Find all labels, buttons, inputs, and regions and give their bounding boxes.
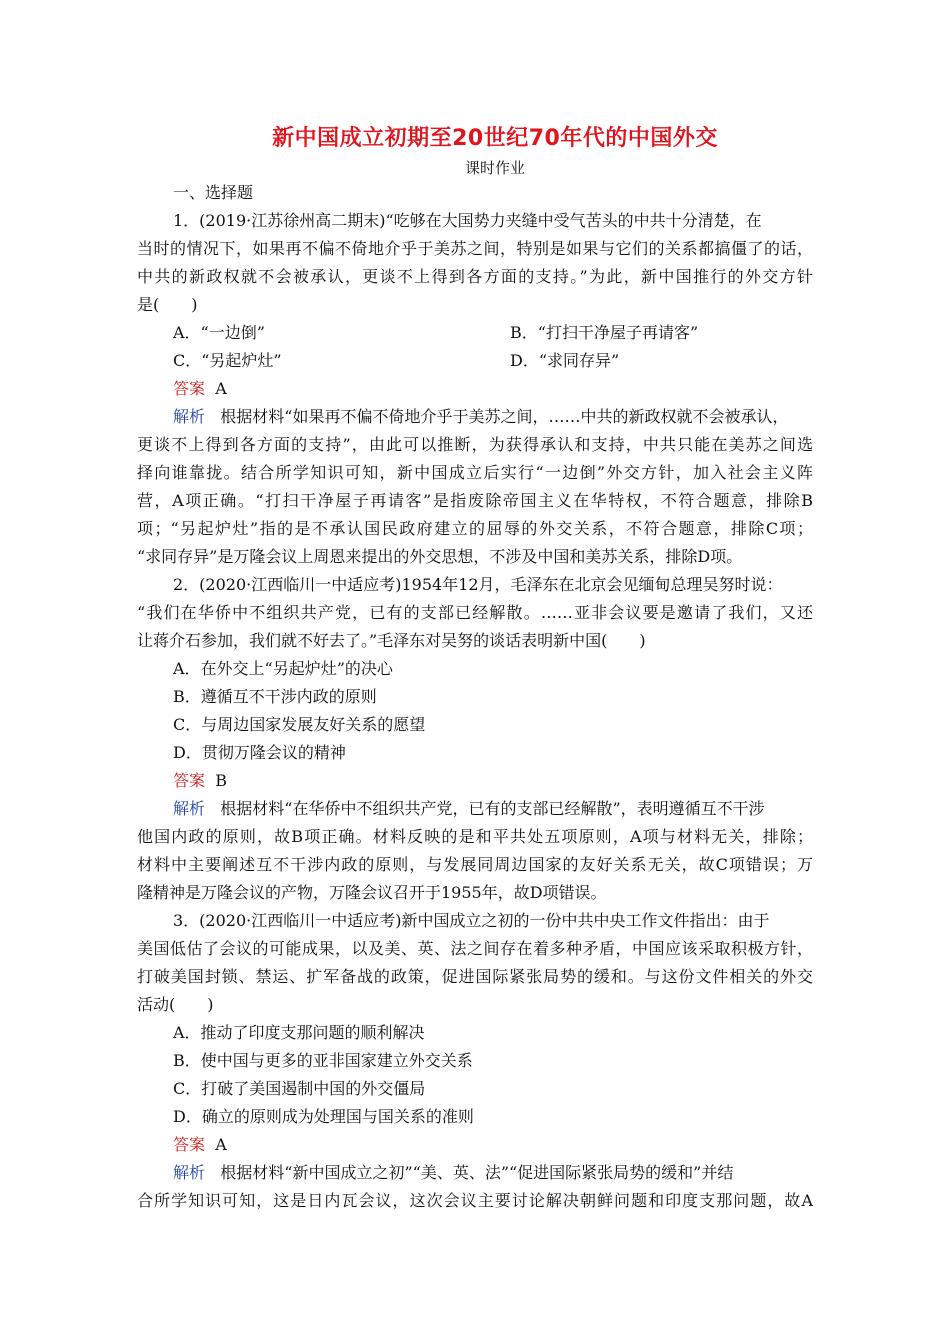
q3-option-a: A．推动了印度支那问题的顺利解决	[173, 1023, 425, 1042]
answer-label: 答案	[173, 1135, 206, 1154]
q2-analysis-line: 材料中主要阐述互不干涉内政的原则，与发展同周边国家的友好关系无关，故C项错误；万	[137, 855, 813, 874]
q3-analysis-line	[173, 1163, 733, 1183]
q1-analysis-line: 项；“另起炉灶”指的是不承认国民政府建立的屈辱的外交关系，不符合题意，排除C项；	[137, 519, 813, 538]
section-heading: 一、选择题	[173, 183, 254, 202]
q1-analysis-line: 择向谁靠拢。结合所学知识可知，新中国成立后实行“一边倒”外交方针，加入社会主义阵	[137, 463, 813, 482]
q3-option-d: D．确立的原则成为处理国与国关系的准则	[173, 1107, 474, 1126]
answer-label: 答案	[173, 379, 206, 398]
q2-option-a: A．在外交上“另起炉灶”的决心	[173, 659, 393, 678]
q2-stem-line: 2．(2020·江西临川一中适应考)1954年12月，毛泽东在北京会见缅甸总理吴努时说：	[173, 575, 783, 594]
q3-analysis-line: 合所学知识可知，这是日内瓦会议，这次会议主要讨论解决朝鲜问题和印度支那问题，故A	[137, 1191, 813, 1210]
page-title: 新中国成立初期至20世纪70年代的中国外交	[272, 126, 718, 151]
q1-stem-line: 1．(2019·江苏徐州高二期末)“吃够在大国势力夹缝中受气苦头的中共十分清楚，在	[173, 211, 762, 230]
q2-answer	[173, 771, 227, 791]
q1-analysis-line: “求同存异”是万隆会议上周恩来提出的外交思想，不涉及中国和美苏关系，排除D项。	[137, 547, 743, 566]
q3-stem-line: 美国低估了会议的可能成果，以及美、英、法之间存在着多种矛盾，中国应该采取积极方针，	[137, 939, 813, 958]
q1-analysis-line: 更谈不上得到各方面的支持”，由此可以推断，为获得承认和支持，中共只能在美苏之间选	[137, 435, 813, 454]
answer-value: A	[215, 1135, 227, 1154]
q1-stem-line: 当时的情况下，如果再不偏不倚地介乎于美苏之间，特别是如果与它们的关系都搞僵了的话，	[137, 239, 813, 258]
q3-stem-line: 3．(2020·江西临川一中适应考)新中国成立之初的一份中共中央工作文件指出：由于	[173, 911, 770, 930]
q2-option-b: B．遵循互不干涉内政的原则	[173, 687, 377, 706]
q3-stem-line: 活动( )	[137, 995, 214, 1014]
q3-option-b: B．使中国与更多的亚非国家建立外交关系	[173, 1051, 473, 1070]
q1-analysis-line: 营，A项正确。“打扫干净屋子再请客”是指废除帝国主义在华特权，不符合题意，排除B	[137, 491, 813, 510]
page-subtitle: 课时作业	[464, 159, 525, 177]
q1-option-d: D．“求同存异”	[510, 351, 620, 370]
q2-option-c: C．与周边国家发展友好关系的愿望	[173, 715, 426, 734]
q1-stem-line: 是( )	[137, 295, 198, 314]
q2-stem-line: “我们在华侨中不组织共产党，已有的支部已经解散。……亚非会议要是邀请了我们，又还	[137, 603, 813, 622]
q2-analysis-line	[173, 799, 765, 819]
analysis-label: 解析	[173, 407, 206, 426]
q2-analysis-line: 他国内政的原则，故B项正确。材料反映的是和平共处五项原则，A项与材料无关，排除；	[137, 827, 813, 846]
q2-stem-line: 让蒋介石参加，我们就不好去了。”毛泽东对吴努的谈话表明新中国( )	[137, 631, 646, 650]
analysis-label: 解析	[173, 799, 206, 818]
q1-stem-line: 中共的新政权就不会被承认，更谈不上得到各方面的支持。”为此，新中国推行的外交方针	[137, 267, 813, 286]
analysis-text: 根据材料“如果再不偏不倚地介乎于美苏之间，……中共的新政权就不会被承认，	[220, 407, 789, 426]
answer-label: 答案	[173, 771, 206, 790]
q2-option-d: D．贯彻万隆会议的精神	[173, 743, 346, 762]
q2-analysis-line: 隆精神是万隆会议的产物，万隆会议召开于1955年，故D项错误。	[137, 883, 607, 902]
q3-option-c: C．打破了美国遏制中国的外交僵局	[173, 1079, 426, 1098]
answer-value: B	[215, 771, 227, 790]
analysis-text: 根据材料“在华侨中不组织共产党，已有的支部已经解散”，表明遵循互不干涉	[220, 799, 765, 818]
q3-answer	[173, 1135, 227, 1155]
q1-answer	[173, 379, 227, 399]
analysis-text: 根据材料“新中国成立之初”“美、英、法”“促进国际紧张局势的缓和”并结	[220, 1163, 734, 1182]
answer-value: A	[215, 379, 227, 398]
q1-option-c: C．“另起炉灶”	[173, 351, 282, 370]
q1-analysis-line	[173, 407, 788, 427]
q1-option-b: B．“打扫干净屋子再请客”	[510, 323, 699, 342]
q1-option-a: A．“一边倒”	[173, 323, 265, 342]
q3-stem-line: 打破美国封锁、禁运、扩军备战的政策，促进国际紧张局势的缓和。与这份文件相关的外交	[137, 967, 813, 986]
analysis-label: 解析	[173, 1163, 206, 1182]
